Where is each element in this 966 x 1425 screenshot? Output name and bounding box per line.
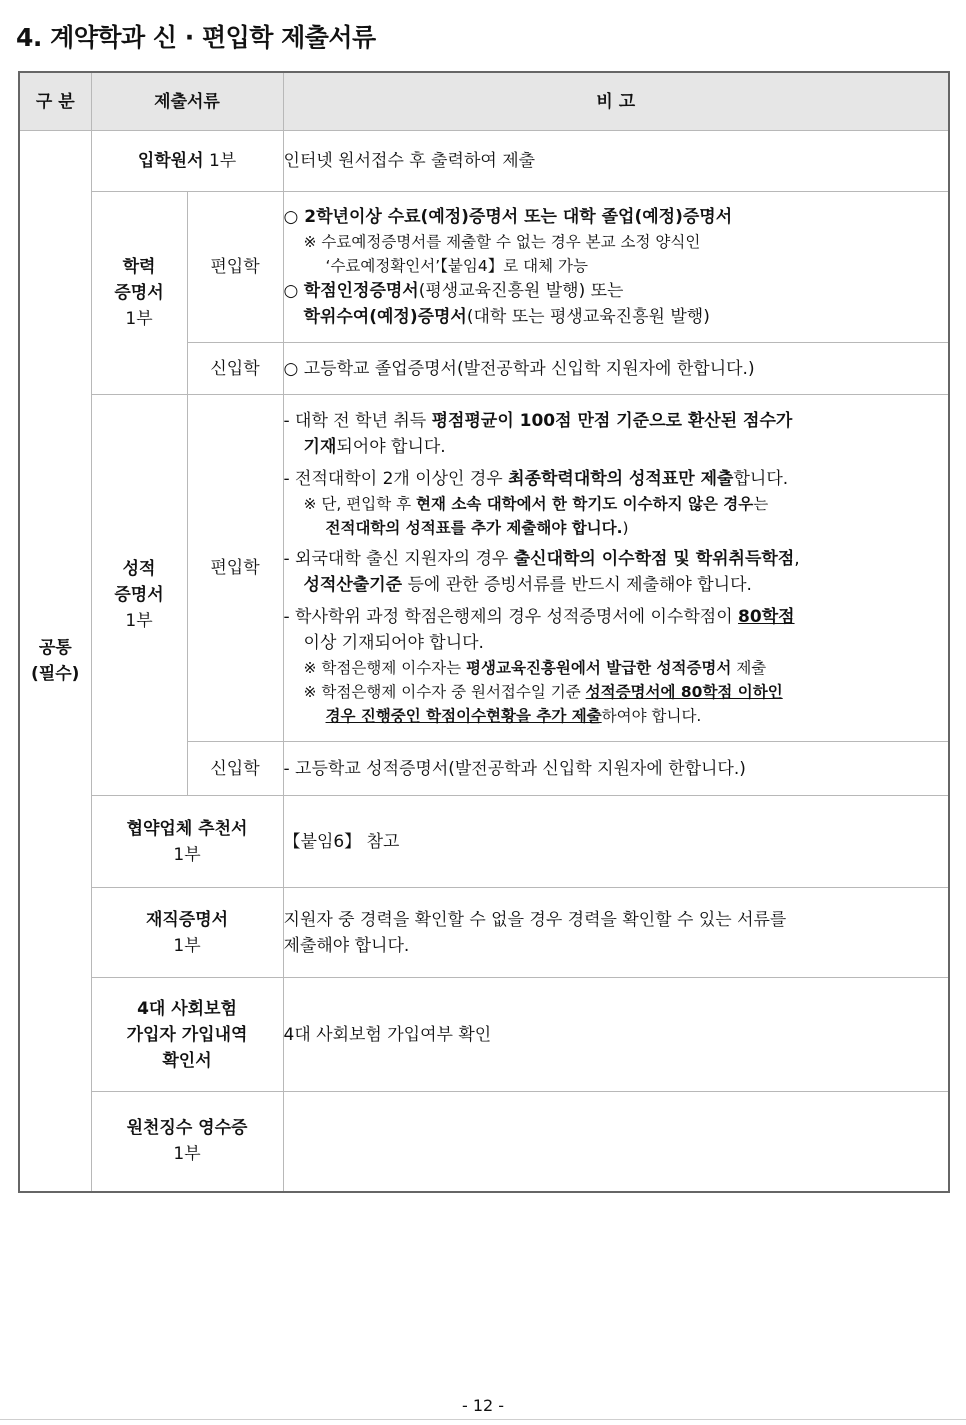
label-transfer: 편입학 (187, 395, 283, 742)
table-row (19, 1092, 949, 1192)
doc-admission-form: 입학원서 1부 (91, 131, 283, 192)
doc-transcript: 성적 증명서 1부 (91, 395, 187, 796)
header-documents: 제출서류 (91, 72, 283, 131)
doc-withholding: 원천징수 영수증 1부 (91, 1092, 283, 1192)
note-education-freshman: ○ 고등학교 졸업증명서(발전공학과 신입학 지원자에 한합니다.) (283, 343, 949, 395)
note-education-transfer: ○ 2학년이상 수료(예정)증명서 또는 대학 졸업(예정)증명서 ※ 수료예정증명서를 제출할 수 없는 경우 본교 소정 양식인 ‘수료예정확인서’【붙임4】로 대체 가능 ○ 학점인정증명서(평생교육진흥원 발행) 또는 학위수여(예정)증명서(대학 또는 평생교육진흥원 발행) (283, 192, 949, 343)
doc-employment: 재직증명서 1부 (91, 888, 283, 978)
table-row (19, 131, 949, 192)
note-insurance: 4대 사회보험 가입여부 확인 (283, 978, 949, 1092)
label-transfer: 편입학 (187, 192, 283, 343)
footer-divider (0, 1419, 966, 1420)
label-freshman: 신입학 (187, 343, 283, 395)
note-transcript-transfer: - 대학 전 학년 취득 평점평균이 100점 만점 기준으로 환산된 점수가 기재되어야 합니다. - 전적대학이 2개 이상인 경우 최종학력대학의 성적표만 제출합니다. ※ 단, 편입학 후 현재 소속 대학에서 한 학기도 이수하지 않은 경우는 전적대학의 성적표를 추가 제출해야 합니다.) - 외국대학 출신 지원자의 경우 출신대학의 이수학점 및 학위취득학점, 성적산출기준 등에 관한 증빙서류를 반드시 제출해야 합니다. - 학사학위 과정 학점은행제의 경우 성적증명서에 이수학점이 80학점 이상 기재되어야 합니다. ※ 학점은행제 이수자는 평생교육진흥원에서 발급한 성적증명서 제출 ※ 학점은행제 이수자 중 원서접수일 기준 성적증명서에 80학점 이하인 경우 진행중인 학점이수현황을 추가 제출하여야 합니다. (283, 395, 949, 742)
header-remarks: 비 고 (283, 72, 949, 131)
table-row (19, 978, 949, 1092)
table-row (19, 192, 949, 343)
doc-insurance: 4대 사회보험 가입자 가입내역 확인서 (91, 978, 283, 1092)
table-row (19, 888, 949, 978)
page-title: 4. 계약학과 신 · 편입학 제출서류 (16, 23, 376, 52)
note-admission-form: 인터넷 원서접수 후 출력하여 제출 (283, 131, 949, 192)
table-header-row (19, 72, 949, 131)
page-number: - 12 - (461, 1396, 505, 1415)
note-employment: 지원자 중 경력을 확인할 수 없을 경우 경력을 확인할 수 있는 서류를 제출해야 합니다. (283, 888, 949, 978)
header-category: 구 분 (19, 72, 91, 131)
note-transcript-freshman: - 고등학교 성적증명서(발전공학과 신입학 지원자에 한합니다.) (283, 742, 949, 796)
doc-recommendation: 협약업체 추천서 1부 (91, 796, 283, 888)
label-freshman: 신입학 (187, 742, 283, 796)
note-withholding (283, 1092, 949, 1192)
doc-education-cert: 학력 증명서 1부 (91, 192, 187, 395)
documents-table (18, 71, 950, 1193)
table-row (19, 796, 949, 888)
table-row (19, 395, 949, 742)
category-common: 공통 (필수) (19, 131, 91, 1192)
note-recommendation: 【붙임6】 참고 (283, 796, 949, 888)
